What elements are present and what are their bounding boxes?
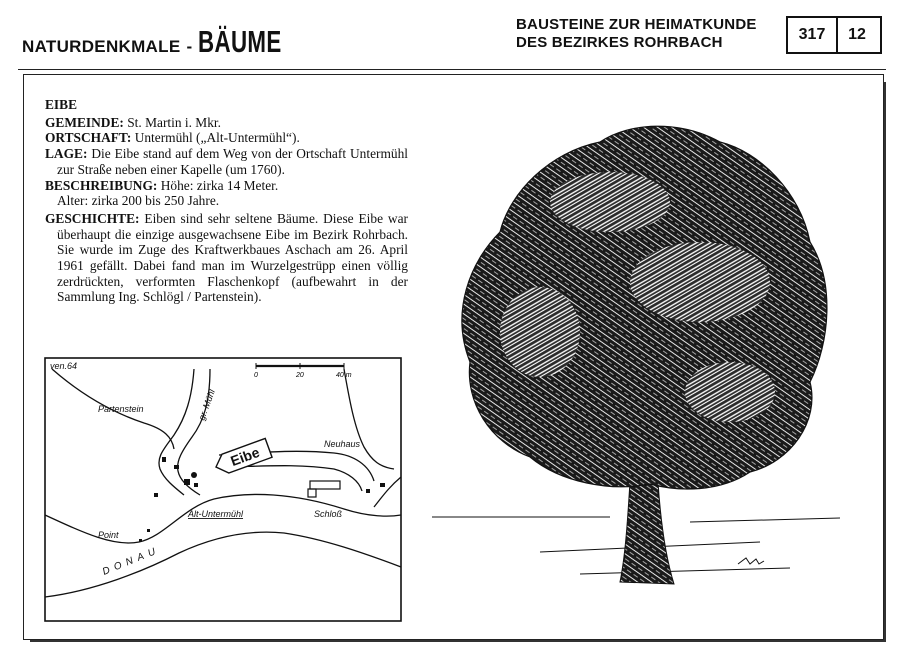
ground-line <box>580 568 790 574</box>
beschreibung-paragraph <box>45 178 408 194</box>
geschichte-paragraph <box>45 211 408 305</box>
map-label-alt-untermuhl: Alt-Untermühl <box>188 509 244 519</box>
ortschaft-label: ORTSCHAFT: <box>45 130 132 146</box>
map-label-eibe: Eibe <box>228 443 262 470</box>
building <box>162 457 166 462</box>
building <box>154 493 158 497</box>
gemeinde-line <box>45 115 408 131</box>
lage-label: LAGE: <box>45 146 88 162</box>
series-line-1: BAUSTEINE ZUR HEIMATKUNDE <box>516 16 757 33</box>
frame-shadow-bottom <box>30 640 886 642</box>
artist-signature <box>738 558 764 564</box>
building <box>174 465 179 469</box>
eibe-location-marker <box>191 472 197 478</box>
highlight-top <box>550 172 670 232</box>
gemeinde-label: GEMEINDE: <box>45 114 124 130</box>
highlight-right <box>630 242 770 322</box>
header-dash: - <box>186 37 193 56</box>
gemeinde-value: St. Martin i. Mkr. <box>127 114 221 130</box>
header-rule <box>18 69 886 70</box>
ortschaft-value: Untermühl („Alt-Untermühl“). <box>134 130 300 146</box>
scale-label-20: 20 <box>296 372 304 379</box>
map-border <box>45 358 401 621</box>
lage-value: Die Eibe stand auf dem Weg von der Ortschaft Untermühl zur Straße neben einer Kapelle (um 1760). <box>57 146 408 177</box>
highlight-lower <box>685 362 775 422</box>
frame-shadow-right <box>884 82 886 642</box>
map-label-neuhaus: Neuhaus <box>324 439 361 449</box>
tree-illustration <box>430 112 840 602</box>
entry-name: EIBE <box>45 97 78 112</box>
alter-line: Alter: zirka 200 bis 250 Jahre. <box>57 193 220 209</box>
ortschaft-line <box>45 130 408 146</box>
highlight-left <box>500 287 580 377</box>
header-category-group <box>22 24 314 60</box>
number-box: 317 <box>786 16 838 54</box>
location-map <box>44 357 402 622</box>
series-title <box>516 16 757 52</box>
ground-line <box>690 518 840 522</box>
map-label-schloss: Schloß <box>314 509 343 519</box>
series-line-2: DES BEZIRKES ROHRBACH <box>516 34 723 51</box>
map-label-point: Point <box>98 530 119 540</box>
geschichte-value: Eiben sind sehr seltene Bäume. Diese Eibe war überhaupt die einzige ausgewachsene Eibe im Bezirk Rohrbach. Sie wurde im Zuge des Kraftwerkbaues Aschach am 26. April 1961 gefällt. Dabei fand man im Wurzelgestrüpp einen völlig zerdrückten, verformten Flaschenkopf (aufbewahrt in der Sammlung Ing. Schlögl / Partenstein). <box>57 210 408 305</box>
map-corner-label: ven.64 <box>50 361 78 371</box>
map-label-muhl: gr. Mühl <box>196 388 217 422</box>
entry-text <box>45 97 408 305</box>
building <box>147 529 150 532</box>
scale-label-40: 40 m <box>336 372 352 379</box>
page-title: BÄUME <box>198 24 282 59</box>
lage-paragraph <box>45 146 408 177</box>
building <box>139 539 142 542</box>
building <box>194 483 198 487</box>
header-category: NATURDENKMALE <box>22 37 181 56</box>
beschreibung-value: Höhe: zirka 14 Meter. <box>160 177 279 193</box>
map-label-donau: DONAU <box>101 544 162 578</box>
tree-trunk <box>620 482 674 584</box>
beschreibung-label: BESCHREIBUNG: <box>45 177 158 193</box>
scale-label-0: 0 <box>254 372 258 379</box>
sheet-box: 12 <box>834 16 882 54</box>
map-label-partenstein: Partenstein <box>98 404 144 414</box>
geschichte-label: GESCHICHTE: <box>45 210 140 226</box>
building <box>184 479 190 485</box>
building <box>366 489 370 493</box>
building <box>380 483 385 487</box>
